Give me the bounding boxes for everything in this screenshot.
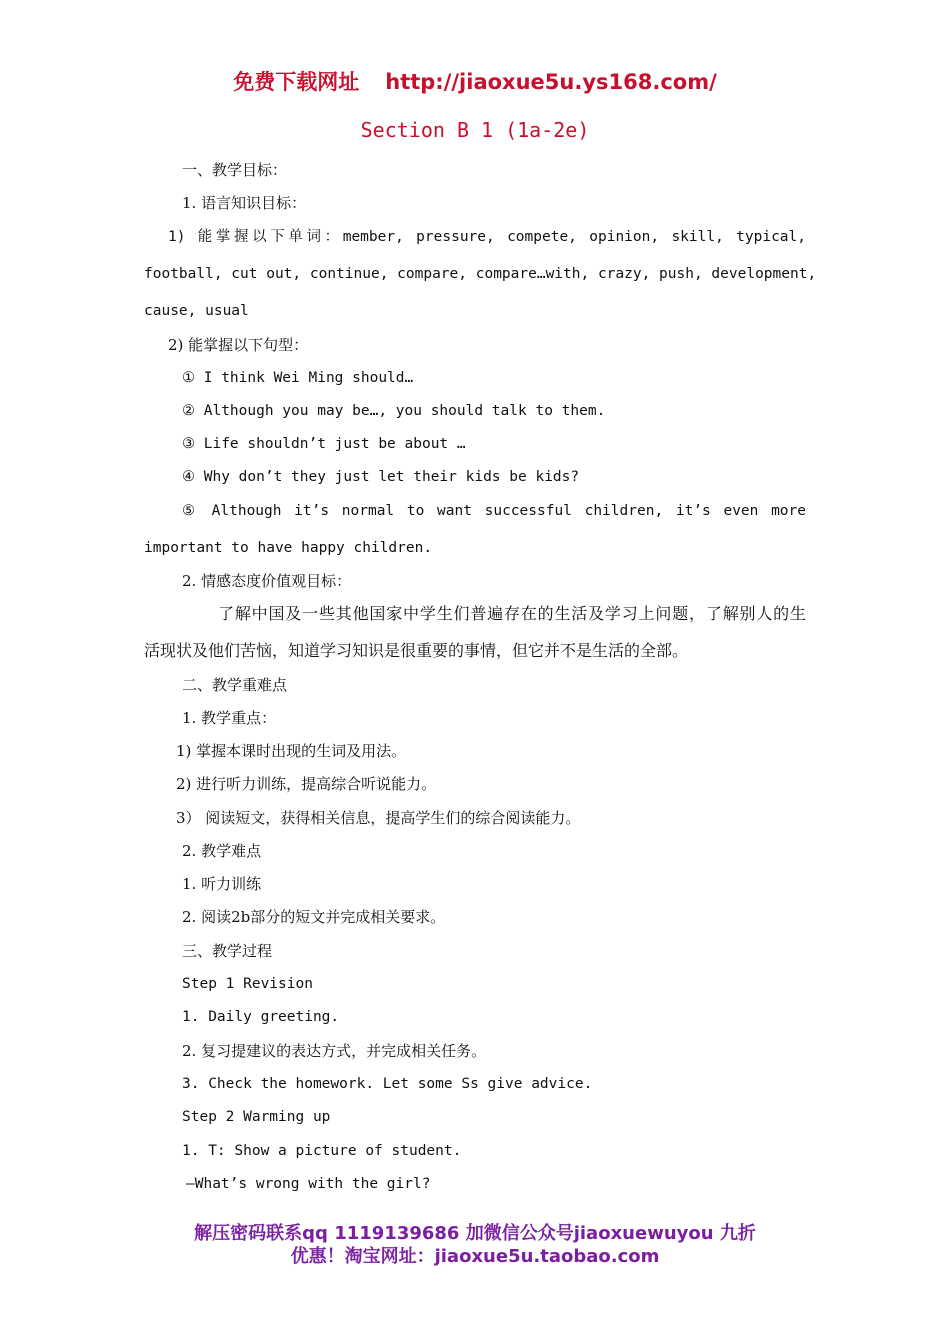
step-2-item-1: 1. T: Show a picture of student. bbox=[182, 1143, 462, 1159]
vocab-line-3: cause, usual bbox=[144, 303, 249, 319]
emotional-objective-line-2: 活现状及他们苦恼，知道学习知识是很重要的事情，但它并不是生活的全部。 bbox=[144, 641, 689, 660]
heading-teaching-objectives: 一、教学目标： bbox=[182, 161, 288, 179]
sentence-pattern-2: ② Although you may be…, you should talk to them. bbox=[182, 403, 606, 419]
step-1-title: Step 1 Revision bbox=[182, 976, 313, 992]
footer-line-1: 解压密码联系qq 1119139686 加微信公众号jiaoxuewuyou 九折 bbox=[194, 1223, 756, 1244]
step-1-item-3: 3. Check the homework. Let some Ss give advice. bbox=[182, 1076, 593, 1092]
sentence-pattern-1: ① I think Wei Ming should… bbox=[182, 370, 414, 386]
download-link[interactable]: http://jiaoxue5u.ys168.com/ bbox=[385, 70, 717, 94]
sentence-patterns-heading: 2) 能掌握以下句型： bbox=[168, 336, 309, 354]
download-header bbox=[0, 66, 950, 96]
sentence-pattern-5-line-2: important to have happy children. bbox=[144, 540, 433, 556]
sentence-pattern-4: ④ Why don’t they just let their kids be kids? bbox=[182, 469, 580, 485]
step-1-item-2: 2. 复习提建议的表达方式，并完成相关任务。 bbox=[182, 1042, 487, 1060]
heading-teaching-process: 三、教学过程 bbox=[182, 942, 273, 960]
subheading-language-knowledge: 1. 语言知识目标： bbox=[182, 194, 307, 212]
emotional-objective-line-1: 了解中国及一些其他国家中学生们普遍存在的生活及学习上问题，了解别人的生 bbox=[218, 604, 806, 623]
subheading-key-points: 1. 教学重点： bbox=[182, 709, 277, 727]
step-2-title: Step 2 Warming up bbox=[182, 1109, 331, 1125]
difficult-point-1: 1. 听力训练 bbox=[182, 875, 262, 893]
footer-line-2: 优惠！淘宝网址：jiaoxue5u.taobao.com bbox=[290, 1246, 660, 1267]
sentence-pattern-3: ③ Life shouldn’t just be about … bbox=[182, 436, 466, 452]
subheading-difficult-points: 2. 教学难点 bbox=[182, 842, 262, 860]
step-1-item-1: 1. Daily greeting. bbox=[182, 1009, 340, 1025]
download-label: 免费下载网址 bbox=[233, 70, 360, 94]
section-title: Section B 1 (1a-2e) bbox=[360, 118, 590, 142]
sentence-pattern-5-line-1: ⑤ Although it’s normal to want successful children, it’s even more bbox=[182, 503, 806, 519]
vocab-line-1: 1) 能掌握以下单词：member, pressure, compete, opinion, skill, typical, bbox=[168, 229, 806, 245]
key-point-3: 3） 阅读短文，获得相关信息，提高学生们的综合阅读能力。 bbox=[176, 809, 581, 827]
key-point-1: 1) 掌握本课时出现的生词及用法。 bbox=[176, 742, 407, 760]
vocab-line-2: football, cut out, continue, compare, compare…with, crazy, push, development, bbox=[144, 266, 817, 282]
step-2-question: —What’s wrong with the girl? bbox=[186, 1176, 431, 1192]
key-point-2: 2) 进行听力训练，提高综合听说能力。 bbox=[176, 775, 437, 793]
subheading-emotional-objectives: 2. 情感态度价值观目标： bbox=[182, 572, 352, 590]
difficult-point-2: 2. 阅读2b部分的短文并完成相关要求。 bbox=[182, 908, 446, 926]
heading-key-difficult-points: 二、教学重难点 bbox=[182, 676, 288, 694]
